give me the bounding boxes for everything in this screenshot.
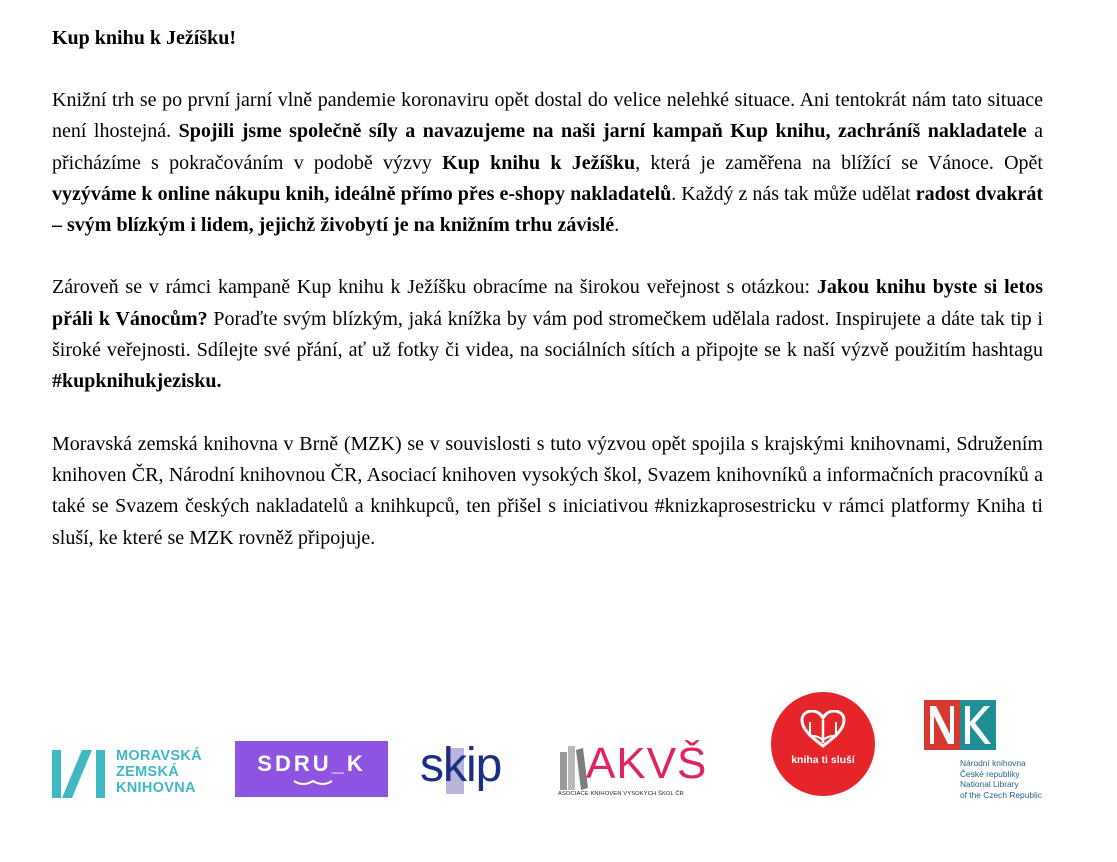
text-run: Moravská zemská knihovna v Brně (MZK) se v souvislosti s tuto výzvou opět spojila s krajskými knihovnami, Sdružením knihoven ČR, Národní knihovnou ČR, Asociací knihoven vysokých škol, Svazem knihovníků a informačních pracovníků a také se Svazem českých nakladatelů a knihkupců, ten přišel s iniciativou #knizkaprosestricku v rámci platformy Kniha ti sluší, ke které se MZK rovněž připojuje.: [52, 432, 1043, 549]
text-run: Kup knihu k Ježíšku: [442, 151, 636, 174]
sdruk-logo: [235, 741, 388, 797]
text-run: vyzýváme k online nákupu knih, ideálně přímo přes e-shopy nakladatelů: [52, 182, 672, 205]
mzk-logo-text: [116, 748, 202, 796]
nk-line-1: Národní knihovna: [960, 758, 1026, 768]
skip-logo-text: skip: [420, 739, 502, 792]
nk-logo-icon: [924, 700, 960, 750]
text-run: a přicházíme s pokračováním v podobě výzvy: [52, 120, 1043, 174]
kniha-ti-slusi-text: kniha ti sluší: [791, 754, 855, 766]
akvs-logo-subtitle: ASOCIACE KNIHOVEN VYSOKÝCH ŠKOL ČR: [558, 791, 684, 797]
text-run: Knižní trh se po první jarní vlně pandemie koronaviru opět dostal do velice nelehké situace. Ani tentokrát nám tato situace není lhostejná.: [52, 89, 1043, 143]
paragraph-1: [52, 85, 1043, 241]
nk-line-4: of the Czech Republic: [960, 789, 1042, 800]
akvs-logo-text: AKVŠ: [586, 739, 708, 788]
mzk-line-2: ZEMSKÁ: [116, 764, 180, 780]
mzk-line-3: KNIHOVNA: [116, 780, 196, 796]
text-run: .: [614, 214, 620, 237]
nk-logo: [924, 700, 1064, 810]
document-title: Kup knihu k Ježíšku!: [52, 27, 236, 49]
book-smile-icon: [293, 779, 333, 789]
text-run: Zároveň se v rámci kampaně Kup knihu k Ježíšku obracíme na širokou veřejnost s otázkou:: [52, 276, 817, 299]
nk-line-3: National Library: [960, 779, 1019, 790]
kniha-ti-slusi-logo: [771, 692, 875, 796]
akvs-logo: [558, 739, 708, 800]
mzk-logo-icon: [52, 750, 108, 798]
nk-logo-n-block: [924, 700, 960, 750]
text-run: Poraďte svým blízkým, jaká knížka by vám pod stromečkem udělala radost. Inspirujete a dáte tak tip i široké veřejnosti. Sdílejte své přání, ať už fotky či videa, na sociálních sítích a připojte se k naší výzvě použitím hashtagu: [52, 307, 1043, 362]
paragraph-3: [52, 429, 1043, 554]
text-run: Spojili jsme společně síly a navazujeme na naši jarní kampaň Kup knihu, zachráníš nakladatele: [178, 120, 1027, 143]
mzk-logo: [52, 748, 202, 800]
document-body: [52, 22, 1043, 585]
nk-line-2: České republiky: [960, 768, 1020, 779]
nk-k-letter-icon: [960, 700, 996, 750]
nk-logo-k-block: [960, 700, 996, 750]
book-heart-icon: [800, 710, 846, 748]
text-run: #kupknihukjezisku.: [52, 370, 222, 393]
akvs-books-icon: [558, 744, 588, 790]
partner-logos: [0, 690, 1117, 862]
text-run: radost dvakrát – svým blízkým i lidem, jejichž živobytí je na knižním trhu závislé: [52, 182, 1043, 237]
text-run: , která je zaměřena na blížící se Vánoce. Opět: [635, 151, 1043, 174]
text-run: . Každý z nás tak může udělat: [671, 182, 916, 205]
nk-logo-text: [960, 758, 1042, 800]
paragraph-2: [52, 272, 1043, 397]
skip-logo: [420, 739, 525, 797]
sdruk-logo-text: SDRU_K: [257, 751, 366, 776]
mzk-line-1: MORAVSKÁ: [116, 748, 202, 764]
text-run: Jakou knihu byste si letos přáli k Vánocům?: [52, 276, 1043, 330]
